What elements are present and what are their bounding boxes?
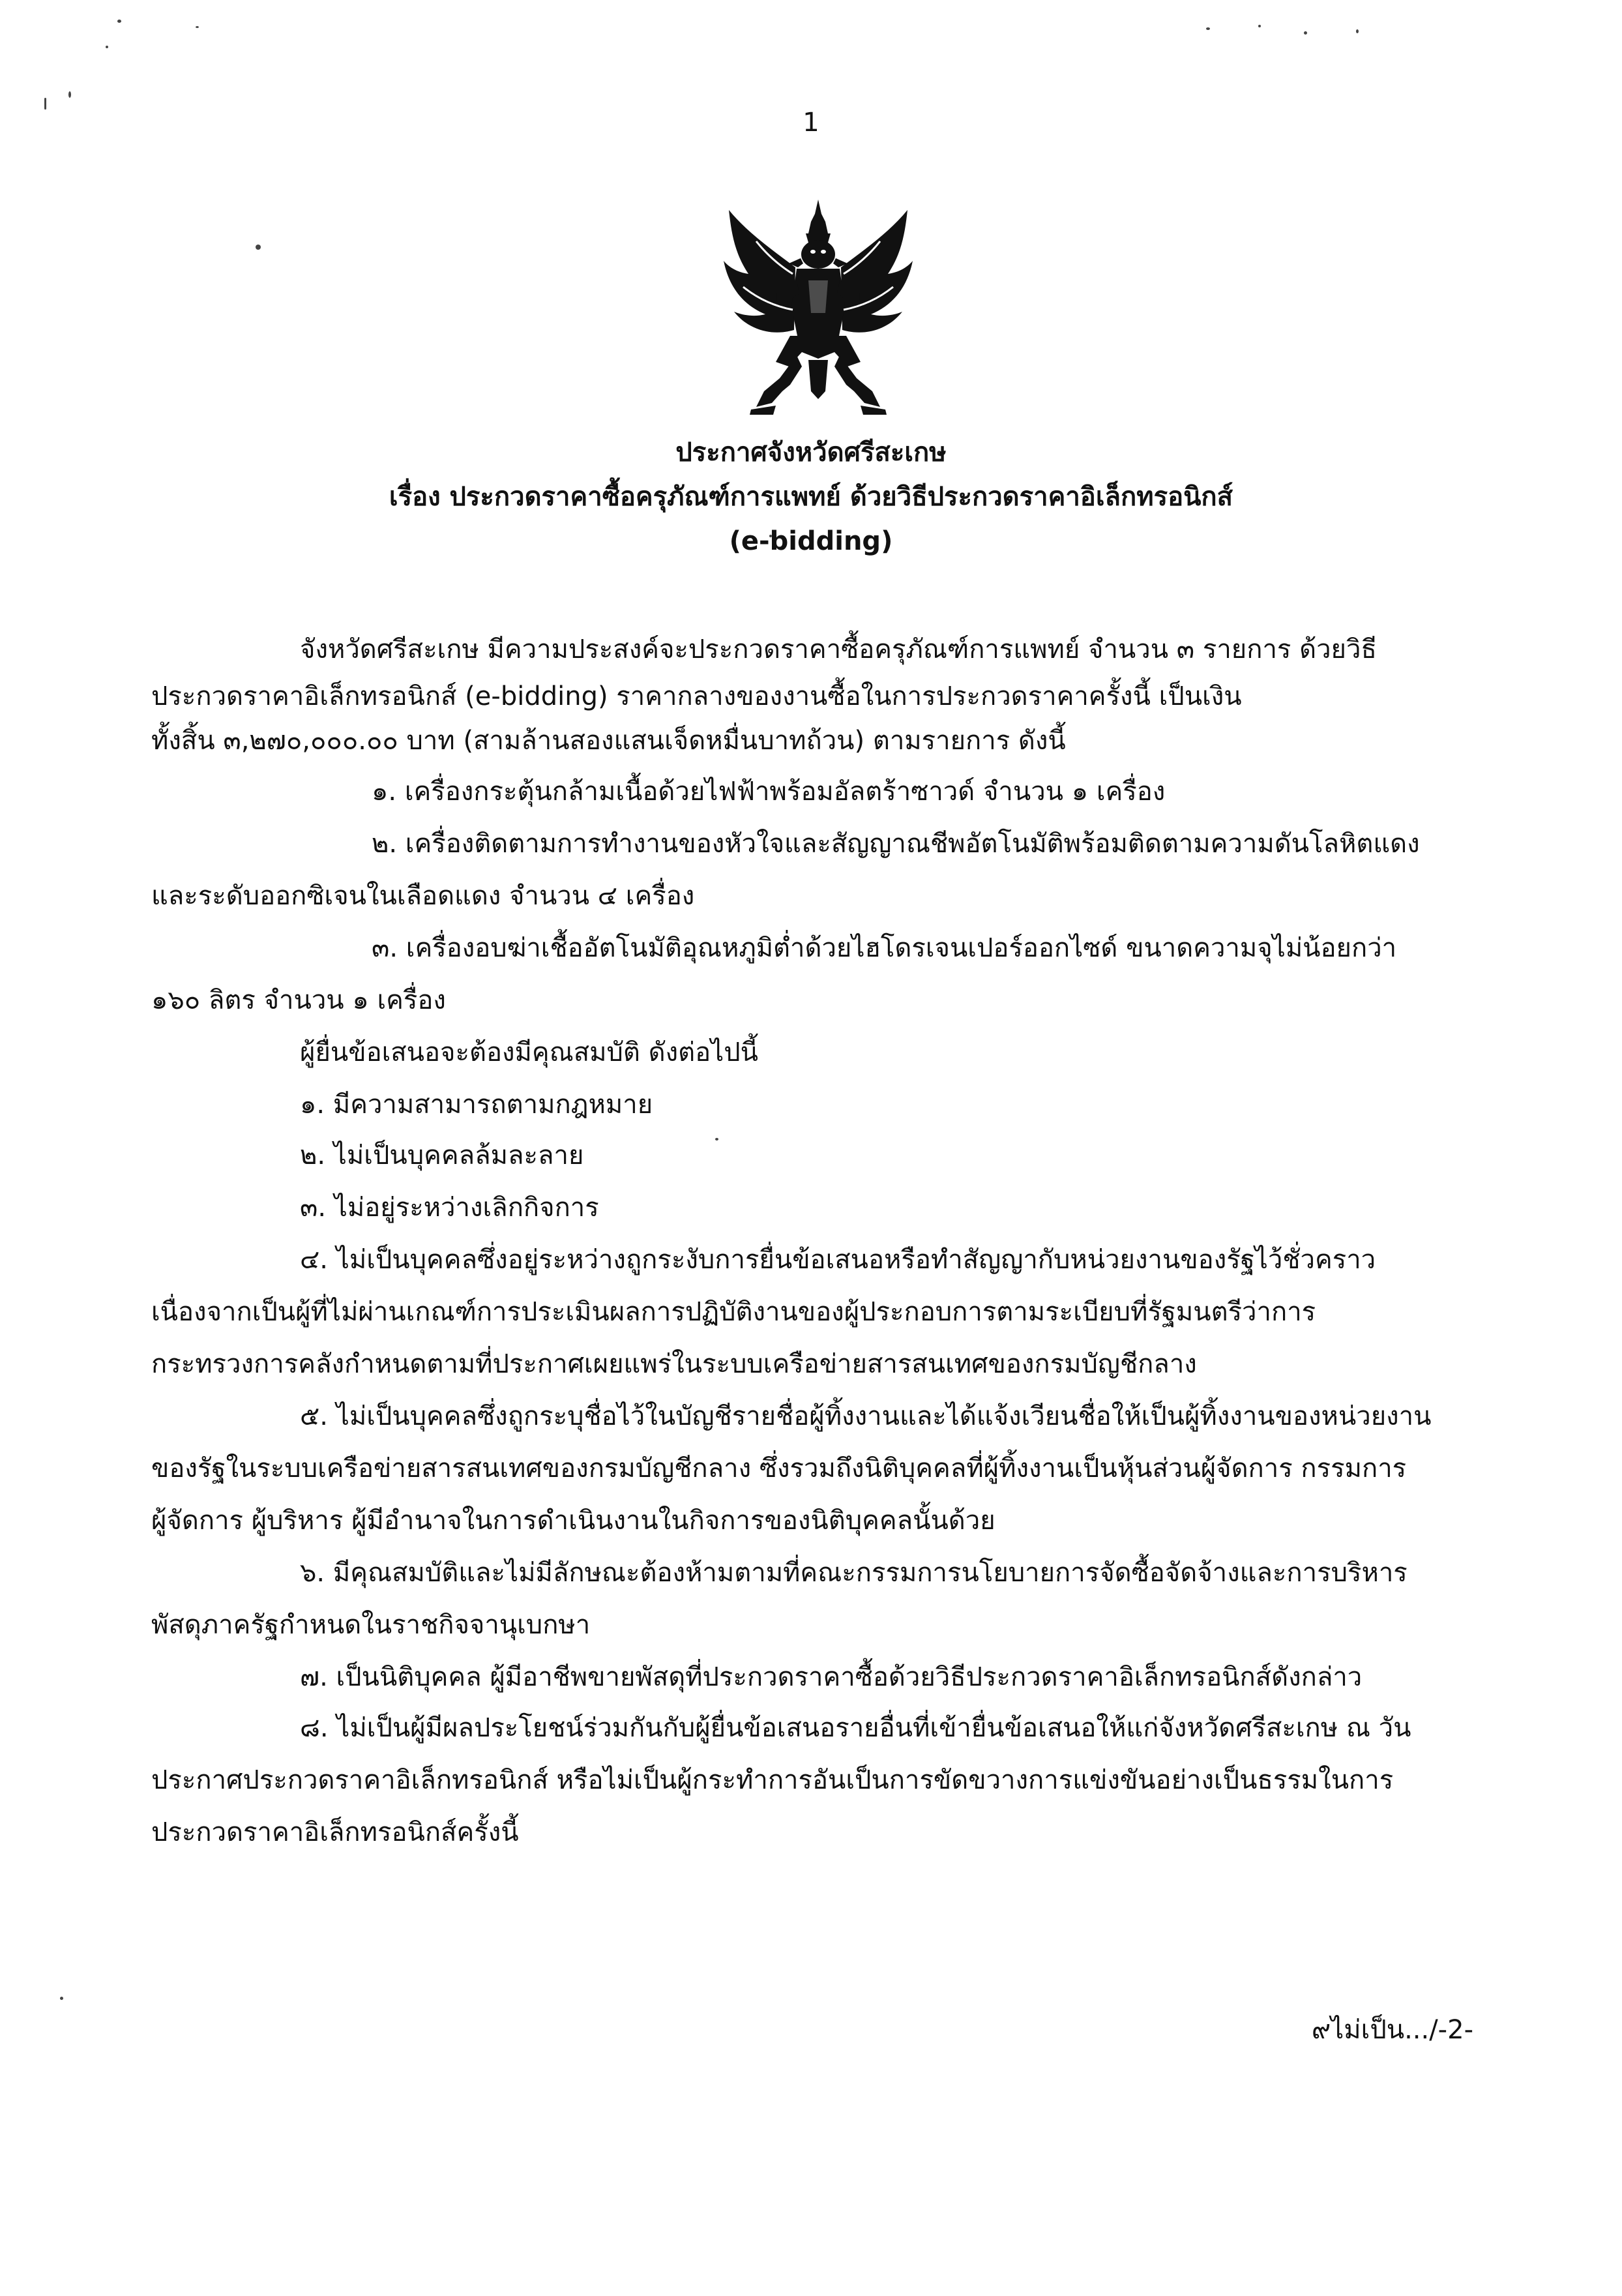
scan-speck xyxy=(715,1138,718,1141)
qualification-6-line-2: พัสดุภาครัฐกำหนดในราชกิจจานุเบกษา xyxy=(151,1610,591,1640)
intro-line-1: จังหวัดศรีสะเกษ มีความประสงค์จะประกวดราคาซื้อครุภัณฑ์การแพทย์ จำนวน ๓ รายการ ด้วยวิธี xyxy=(300,634,1377,664)
qualifications-heading: ผู้ยื่นข้อเสนอจะต้องมีคุณสมบัติ ดังต่อไปนี้ xyxy=(300,1037,758,1067)
item-1: ๑. เครื่องกระตุ้นกล้ามเนื้อด้วยไฟฟ้าพร้อมอัลตร้าซาวด์ จำนวน ๑ เครื่อง xyxy=(372,777,1166,807)
scan-speck xyxy=(196,26,199,28)
qualification-6-line-1: ๖. มีคุณสมบัติและไม่มีลักษณะต้องห้ามตามที่คณะกรรมการนโยบายการจัดซื้อจัดจ้างและการบริหาร xyxy=(300,1558,1408,1588)
scan-speck xyxy=(1258,25,1261,27)
qualification-4-line-3: กระทรวงการคลังกำหนดตามที่ประกาศเผยแพร่ในระบบเครือข่ายสารสนเทศของกรมบัญชีกลาง xyxy=(151,1349,1197,1379)
title-line-2: เรื่อง ประกวดราคาซื้อครุภัณฑ์การแพทย์ ด้วยวิธีประกวดราคาอิเล็กทรอนิกส์ xyxy=(389,482,1233,512)
qualification-8-line-1: ๘. ไม่เป็นผู้มีผลประโยชน์ร่วมกันกับผู้ยื่นข้อเสนอรายอื่นที่เข้ายื่นข้อเสนอให้แก่จังหวัดศรีสะเกษ ณ วัน xyxy=(300,1713,1411,1743)
scan-speck xyxy=(106,46,108,48)
continued-page-reference: ๙ไม่เป็น.../-2- xyxy=(1311,2015,1473,2045)
item-3-line-2: ๑๖๐ ลิตร จำนวน ๑ เครื่อง xyxy=(151,985,446,1015)
item-2-line-2: และระดับออกซิเจนในเลือดแดง จำนวน ๔ เครื่อง xyxy=(151,881,695,911)
garuda-emblem-icon xyxy=(717,196,919,417)
qualification-4-line-1: ๔. ไม่เป็นบุคคลซึ่งอยู่ระหว่างถูกระงับการยื่นข้อเสนอหรือทำสัญญากับหน่วยงานของรัฐไว้ชั่วคราว xyxy=(300,1245,1376,1275)
qualification-8-line-3: ประกวดราคาอิเล็กทรอนิกส์ครั้งนี้ xyxy=(151,1817,519,1847)
qualification-2: ๒. ไม่เป็นบุคคลล้มละลาย xyxy=(300,1141,584,1170)
announcement-title xyxy=(0,430,1622,563)
page-number: 1 xyxy=(803,108,819,138)
qualification-8-line-2: ประกาศประกวดราคาอิเล็กทรอนิกส์ หรือไม่เป็นผู้กระทำการอันเป็นการขัดขวางการแข่งขันอย่างเป็นธรรมในการ xyxy=(151,1765,1394,1795)
item-2-line-1: ๒. เครื่องติดตามการทำงานของหัวใจและสัญญาณชีพอัตโนมัติพร้อมติดตามความดันโลหิตแดง xyxy=(372,829,1420,859)
qualification-7: ๗. เป็นนิติบุคคล ผู้มีอาชีพขายพัสดุที่ประกวดราคาซื้อด้วยวิธีประกวดราคาอิเล็กทรอนิกส์ดังกล่าว xyxy=(300,1662,1363,1692)
qualification-1: ๑. มีความสามารถตามกฎหมาย xyxy=(300,1090,653,1120)
qualification-5-line-2: ของรัฐในระบบเครือข่ายสารสนเทศของกรมบัญชีกลาง ซึ่งรวมถึงนิติบุคคลที่ผู้ทิ้งงานเป็นหุ้นส่วนผู้จัดการ กรรมการ xyxy=(151,1454,1407,1483)
title-line-3: (e-bidding) xyxy=(729,526,893,556)
intro-line-3: ทั้งสิ้น ๓,๒๗๐,๐๐๐.๐๐ บาท (สามล้านสองแสนเจ็ดหมื่นบาทถ้วน) ตามรายการ ดังนี้ xyxy=(151,726,1066,756)
scan-speck xyxy=(1206,27,1210,30)
intro-line-2: ประกวดราคาอิเล็กทรอนิกส์ (e-bidding) ราคากลางของงานซื้อในการประกวดราคาครั้งนี้ เป็นเงิน xyxy=(151,681,1242,711)
qualification-5-line-3: ผู้จัดการ ผู้บริหาร ผู้มีอำนาจในการดำเนินงานในกิจการของนิติบุคคลนั้นด้วย xyxy=(151,1506,995,1536)
scan-speck xyxy=(256,245,261,250)
item-3-line-1: ๓. เครื่องอบฆ่าเชื้ออัตโนมัติอุณหภูมิต่ำด้วยไฮโดรเจนเปอร์ออกไซด์ ขนาดความจุไม่น้อยกว่า xyxy=(372,933,1397,963)
scan-speck xyxy=(117,20,121,23)
qualification-4-line-2: เนื่องจากเป็นผู้ที่ไม่ผ่านเกณฑ์การประเมินผลการปฏิบัติงานของผู้ประกอบการตามระเบียบที่รัฐมนตรีว่าการ xyxy=(151,1297,1316,1327)
title-line-1: ประกาศจังหวัดศรีสะเกษ xyxy=(675,438,947,468)
qualification-5-line-1: ๕. ไม่เป็นบุคคลซึ่งถูกระบุชื่อไว้ในบัญชีรายชื่อผู้ทิ้งงานและได้แจ้งเวียนชื่อให้เป็นผู้ทิ้งงานของหน่วยงาน xyxy=(300,1401,1432,1431)
scan-speck xyxy=(60,1997,63,2000)
scan-speck xyxy=(68,91,71,98)
qualification-3: ๓. ไม่อยู่ระหว่างเลิกกิจการ xyxy=(300,1193,599,1223)
scan-speck xyxy=(1304,31,1307,35)
scan-speck xyxy=(1356,29,1359,33)
